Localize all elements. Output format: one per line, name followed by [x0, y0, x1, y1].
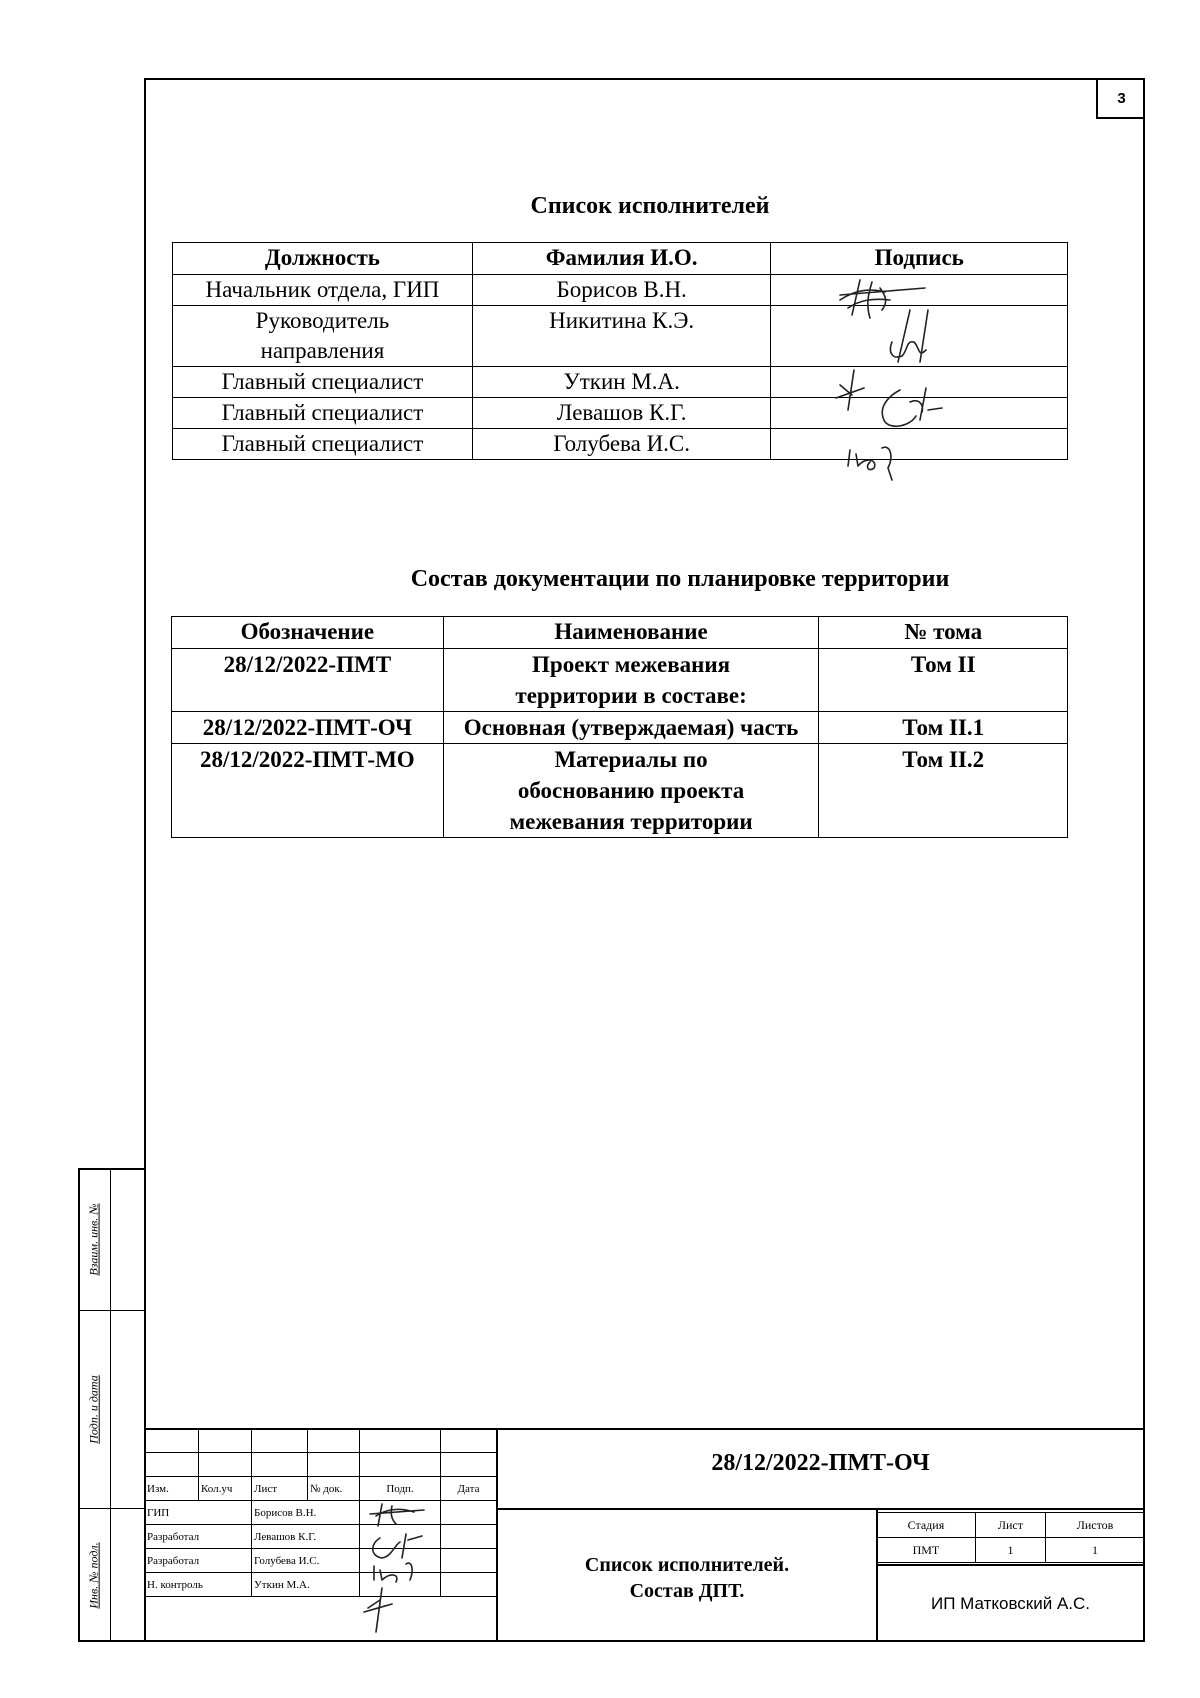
sheets-value: 1	[1046, 1538, 1145, 1563]
title-block-divider	[496, 1508, 1145, 1510]
stamp-header-change: Изм.	[145, 1477, 199, 1501]
table-row	[145, 1525, 497, 1549]
executor-position: Главный специалист	[173, 367, 473, 398]
stamp-header-date: Дата	[441, 1477, 497, 1501]
documentation-table	[171, 616, 1068, 838]
executor-name: Левашов К.Г.	[472, 398, 771, 429]
document-name-line: Список исполнителей.	[584, 1554, 790, 1576]
document-name-line: Состав ДПТ.	[629, 1580, 745, 1602]
executor-position: Главный специалист	[173, 429, 473, 460]
executors-title: Список исполнителей	[530, 193, 770, 219]
doc-name: Основная (утверждаемая) часть	[443, 712, 819, 744]
signer-role: ГИП	[145, 1501, 252, 1525]
strip-label-inv-vzam: Взаим. инв. №	[86, 1202, 101, 1276]
signer-name: Левашов К.Г.	[252, 1525, 360, 1549]
signer-role: Разработал	[145, 1549, 252, 1573]
sheet-value: 1	[975, 1538, 1045, 1563]
stage-header: Стадия	[877, 1513, 976, 1538]
handwritten-signatures	[830, 270, 960, 490]
document-code: 28/12/2022-ПМТ-ОЧ	[711, 1450, 930, 1476]
executors-header-position: Должность	[173, 243, 473, 275]
doc-volume: Том II	[819, 649, 1068, 712]
executor-position: Начальник отдела, ГИП	[173, 275, 473, 306]
stamp-header-sheet: Лист	[252, 1477, 308, 1501]
stamp-header-doc: № док.	[308, 1477, 360, 1501]
stamp-signatures	[362, 1500, 442, 1640]
stamp-header-signature: Подп.	[360, 1477, 441, 1501]
page-number: 3	[1096, 79, 1145, 119]
executor-position: Руководитель направления	[173, 306, 473, 367]
table-row	[145, 1501, 497, 1525]
doc-volume: Том II.1	[819, 712, 1068, 744]
doc-code: 28/12/2022-ПМТ-МО	[172, 744, 444, 838]
docs-header-name: Наименование	[443, 617, 819, 649]
executor-name: Борисов В.Н.	[472, 275, 771, 306]
stage-table	[876, 1512, 1145, 1563]
doc-code: 28/12/2022-ПМТ-ОЧ	[172, 712, 444, 744]
strip-label-podp-data: Подп. и дата	[86, 1374, 101, 1444]
table-row	[145, 1573, 497, 1597]
sheet-header: Лист	[975, 1513, 1045, 1538]
organization: ИП Матковский А.С.	[876, 1564, 1145, 1642]
table-row	[172, 712, 1068, 744]
doc-name: Проект межевания территории в составе:	[443, 649, 819, 712]
document-name	[496, 1552, 878, 1604]
executor-name: Никитина К.Э.	[472, 306, 771, 367]
table-row	[145, 1549, 497, 1573]
doc-volume: Том II.2	[819, 744, 1068, 838]
executor-name: Голубева И.С.	[472, 429, 771, 460]
docs-header-code: Обозначение	[172, 617, 444, 649]
executor-name: Уткин М.А.	[472, 367, 771, 398]
table-row	[172, 649, 1068, 712]
signer-name: Уткин М.А.	[252, 1573, 360, 1597]
documentation-title: Состав документации по планировке территории	[410, 566, 950, 592]
strip-label-inv-podl: Инв. № подл.	[86, 1541, 101, 1609]
executors-header-name: Фамилия И.О.	[472, 243, 771, 275]
signer-name: Голубева И.С.	[252, 1549, 360, 1573]
signer-name: Борисов В.Н.	[252, 1501, 360, 1525]
revision-table	[144, 1428, 497, 1597]
table-row	[172, 744, 1068, 838]
doc-code: 28/12/2022-ПМТ	[172, 649, 444, 712]
sheets-header: Листов	[1046, 1513, 1145, 1538]
doc-name: Материалы по обоснованию проекта межевания территории	[443, 744, 819, 838]
stage-value: ПМТ	[877, 1538, 976, 1563]
signer-role: Н. контроль	[145, 1573, 252, 1597]
executor-position: Главный специалист	[173, 398, 473, 429]
docs-header-volume: № тома	[819, 617, 1068, 649]
binding-strip-divider	[110, 1168, 111, 1642]
executors-header-signature: Подпись	[771, 243, 1068, 275]
stamp-header-count: Кол.уч	[199, 1477, 252, 1501]
signer-role: Разработал	[145, 1525, 252, 1549]
